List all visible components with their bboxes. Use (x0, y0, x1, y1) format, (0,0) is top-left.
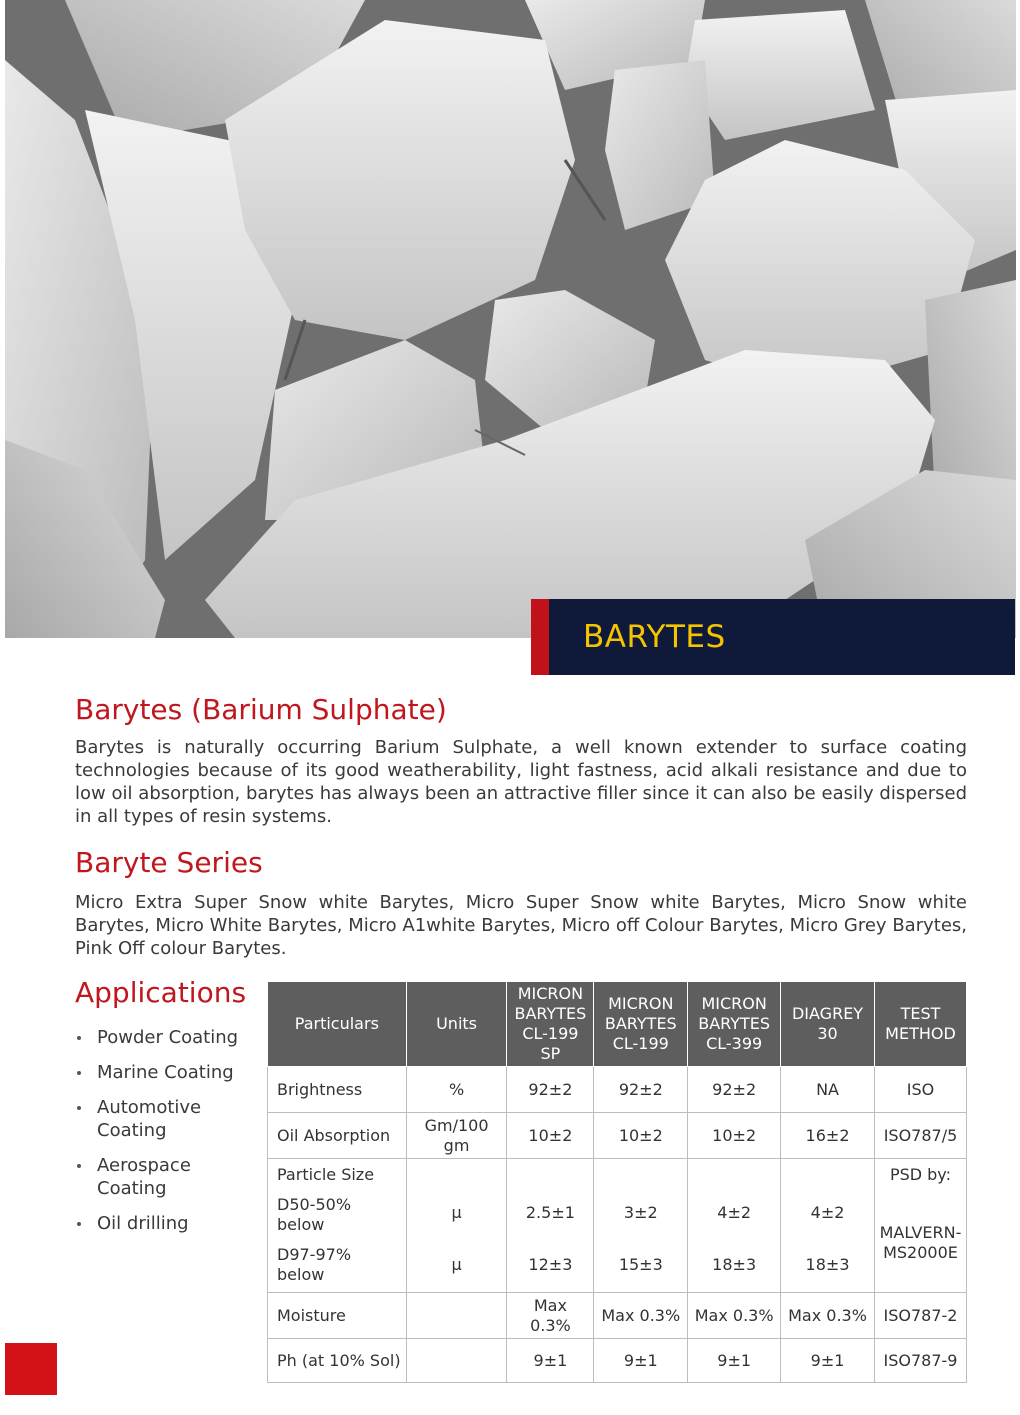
header-line: BARYTES (514, 1004, 587, 1023)
corner-red-square (5, 1343, 57, 1395)
hero-rocks-image (5, 0, 1016, 638)
cell-brightness-label: Brightness (268, 1067, 407, 1113)
banner-red-strip (531, 599, 549, 675)
header-line: METHOD (885, 1024, 956, 1043)
cell-value: 10±2 (507, 1113, 594, 1159)
cell-unit: % (406, 1067, 507, 1113)
cell-ph-label: Ph (at 10% Sol) (268, 1339, 407, 1383)
cell-value: 9±1 (507, 1339, 594, 1383)
barytes-description: Barytes is naturally occurring Barium Sulphate, a well known extender to surface coating technologies because of its good weatherability, light fastness, acid alkali resistance and due to low oil absorption, barytes has always been an attractive filler since it can also be easily dispersed in all types of resin systems. (75, 737, 967, 827)
header-line: MICRON (701, 994, 767, 1013)
header-line: 30 (817, 1024, 838, 1043)
header-line: DIAGREY (791, 1004, 864, 1023)
cell-value: 9±1 (781, 1339, 875, 1383)
cell-value: 10±2 (594, 1113, 688, 1159)
cell-unit: Gm/100 gm (406, 1113, 507, 1159)
applications-list (75, 1026, 260, 1247)
d97-value: 15±3 (618, 1255, 663, 1274)
cell-value: NA (781, 1067, 875, 1113)
d97-label: D97-97% (277, 1245, 352, 1264)
method-line: PSD by: (889, 1165, 951, 1184)
list-item: Oil drilling (75, 1212, 260, 1235)
cell-value: Max 0.3% (781, 1293, 875, 1339)
list-item: Aerospace Coating (75, 1154, 260, 1200)
header-line: MICRON (608, 994, 674, 1013)
cell-value (688, 1159, 781, 1293)
cell-method (874, 1159, 966, 1293)
cell-value: 92±2 (594, 1067, 688, 1113)
header-line: CL-199 (612, 1034, 669, 1053)
cell-value (507, 1159, 594, 1293)
applications-heading: Applications (75, 976, 247, 1009)
d97-value: 18±3 (805, 1255, 850, 1274)
header-line: CL-199 SP (522, 1024, 579, 1063)
cell-value: Max 0.3% (594, 1293, 688, 1339)
list-item: Automotive Coating (75, 1096, 260, 1142)
barytes-heading: Barytes (Barium Sulphate) (75, 693, 447, 726)
cell-oil-label: Oil Absorption (268, 1113, 407, 1159)
list-item: Marine Coating (75, 1061, 260, 1084)
method-line: MS2000E (883, 1243, 958, 1262)
cell-method: ISO787-9 (874, 1339, 966, 1383)
header-cl199sp (507, 982, 594, 1067)
d50-value: 2.5±1 (525, 1203, 575, 1222)
cell-unit (406, 1159, 507, 1293)
header-units: Units (406, 982, 507, 1067)
d97-value: 18±3 (712, 1255, 757, 1274)
table-header-row (268, 982, 967, 1067)
header-line: MICRON (517, 984, 584, 1003)
d50-value: 4±2 (810, 1203, 845, 1222)
cell-value: Max 0.3% (688, 1293, 781, 1339)
cell-method: ISO (874, 1067, 966, 1113)
list-item: Powder Coating (75, 1026, 260, 1049)
baryte-series-heading: Baryte Series (75, 846, 263, 879)
cell-value (594, 1159, 688, 1293)
particle-size-title: Particle Size (277, 1165, 375, 1184)
cell-unit (406, 1293, 507, 1339)
header-line: BARYTES (604, 1014, 677, 1033)
header-line: CL-399 (706, 1034, 763, 1053)
baryte-series-description: Micro Extra Super Snow white Barytes, Micro Super Snow white Barytes, Micro Snow white Barytes, Micro White Barytes, Micro A1white Barytes, Micro off Colour Barytes, Micro Grey Barytes, Pink Off colour Barytes. (75, 892, 967, 959)
cell-value (781, 1159, 875, 1293)
d97-unit: μ (451, 1255, 462, 1274)
table-row (268, 1339, 967, 1383)
header-cl199 (594, 982, 688, 1067)
header-diagrey (781, 982, 875, 1067)
d50-unit: μ (451, 1203, 462, 1222)
table-row (268, 1159, 967, 1293)
header-particulars: Particulars (268, 982, 407, 1067)
cell-method: ISO787/5 (874, 1113, 966, 1159)
cell-value: 9±1 (688, 1339, 781, 1383)
table-row (268, 1293, 967, 1339)
cell-particle-label (268, 1159, 407, 1293)
cell-value: Max 0.3% (507, 1293, 594, 1339)
header-test-method (874, 982, 966, 1067)
method-line: MALVERN- (879, 1223, 962, 1242)
cell-value: 10±2 (688, 1113, 781, 1159)
d97-value: 12±3 (528, 1255, 573, 1274)
banner-title: BARYTES (583, 619, 726, 655)
cell-value: 92±2 (688, 1067, 781, 1113)
header-line: BARYTES (698, 1014, 771, 1033)
d50-value: 4±2 (717, 1203, 752, 1222)
header-line: TEST (900, 1004, 941, 1023)
table-row (268, 1067, 967, 1113)
d97-label: below (277, 1265, 325, 1284)
cell-moisture-label: Moisture (268, 1293, 407, 1339)
header-cl399 (688, 982, 781, 1067)
cell-value: 9±1 (594, 1339, 688, 1383)
spec-table (267, 981, 967, 1383)
d50-value: 3±2 (623, 1203, 658, 1222)
cell-unit (406, 1339, 507, 1383)
cell-method: ISO787-2 (874, 1293, 966, 1339)
cell-value: 16±2 (781, 1113, 875, 1159)
cell-value: 92±2 (507, 1067, 594, 1113)
title-banner (531, 599, 1015, 675)
d50-label: below (277, 1215, 325, 1234)
d50-label: D50-50% (277, 1195, 352, 1214)
table-row (268, 1113, 967, 1159)
